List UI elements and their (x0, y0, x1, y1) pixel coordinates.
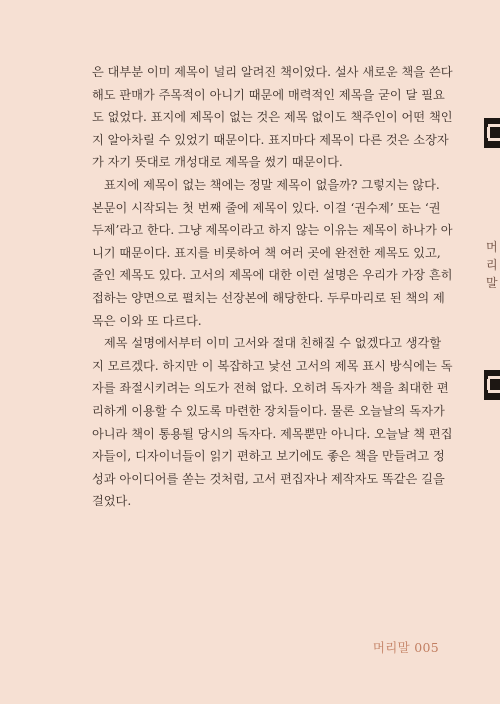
text-line: 두제’라고 한다. 그냥 제목이라고 하지 않는 이유는 제목이 하나가 아 (92, 223, 453, 238)
text-line: 니기 때문이다. 표지를 비롯하여 책 여러 곳에 완전한 제목도 있고, (92, 245, 441, 260)
text-line: 지 모르겠다. 하지만 이 복잡하고 낯선 고서의 제목 표시 방식에는 독 (92, 358, 453, 373)
text-line: 해도 판매가 주목적이 아니기 때문에 매력적인 제목을 굳이 달 필요 (92, 87, 445, 102)
text-line: 제목 설명에서부터 이미 고서와 절대 친해질 수 없겠다고 생각할 (104, 336, 442, 351)
text-line: 걸었다. (92, 494, 132, 509)
text-line: 리하게 이용할 수 있도록 마련한 장치들이다. 물론 오늘날의 독자가 (92, 403, 445, 418)
edge-ornament-bottom (484, 370, 500, 400)
text-line: 자들이, 디자이너들이 읽기 편하고 보기에도 좋은 책을 만들려고 정 (92, 449, 445, 464)
paragraph (92, 61, 453, 174)
body-text (92, 61, 453, 513)
edge-glyph: 머 (486, 240, 498, 254)
edge-ornament-top (484, 118, 500, 148)
running-section-title: 머리말 (372, 640, 410, 655)
text-line: 접하는 양면으로 펼치는 선장본에 해당한다. 두루마리로 된 책의 제 (92, 290, 445, 305)
text-line: 줄인 제목도 있다. 고서의 제목에 대한 이런 설명은 우리가 가장 흔히 (92, 268, 453, 283)
text-line: 표지에 제목이 없는 책에는 정말 제목이 없을까? 그렇지는 않다. (104, 177, 440, 192)
text-line: 목은 이와 또 다르다. (92, 313, 202, 328)
text-line: 성과 아이디어를 쏟는 것처럼, 고서 편집자나 제작자도 똑같은 길을 (92, 471, 445, 486)
edge-glyph: 리 (486, 258, 498, 272)
ornament-graphic (484, 118, 500, 148)
text-line: 도 없었다. 표지에 제목이 없는 것은 제목 없이도 책주인이 어떤 책인 (92, 110, 453, 125)
paragraph (92, 332, 453, 513)
text-line: 자를 좌절시키려는 의도가 전혀 없다. 오히려 독자가 책을 최대한 편 (92, 381, 449, 396)
ornament-graphic (484, 370, 500, 400)
paragraph (92, 174, 453, 332)
page-number: 005 (414, 640, 439, 655)
text-line: 가 자기 뜻대로 개성대로 제목을 썼기 때문이다. (92, 155, 343, 170)
text-line: 본문이 시작되는 첫 번째 줄에 제목이 있다. 이걸 ‘권수제’ 또는 ‘권 (92, 200, 441, 215)
text-line: 은 대부분 이미 제목이 널리 알려진 책이었다. 설사 새로운 책을 쓴다 (92, 65, 453, 79)
page-footer (349, 638, 439, 656)
text-line: 아니라 책이 통용될 당시의 독자다. 제목뿐만 아니다. 오늘날 책 편집 (92, 426, 453, 441)
edge-glyph: 말 (486, 276, 498, 290)
text-line: 지 알아차릴 수 있었기 때문이다. 표지마다 제목이 다른 것은 소장자 (92, 132, 449, 147)
